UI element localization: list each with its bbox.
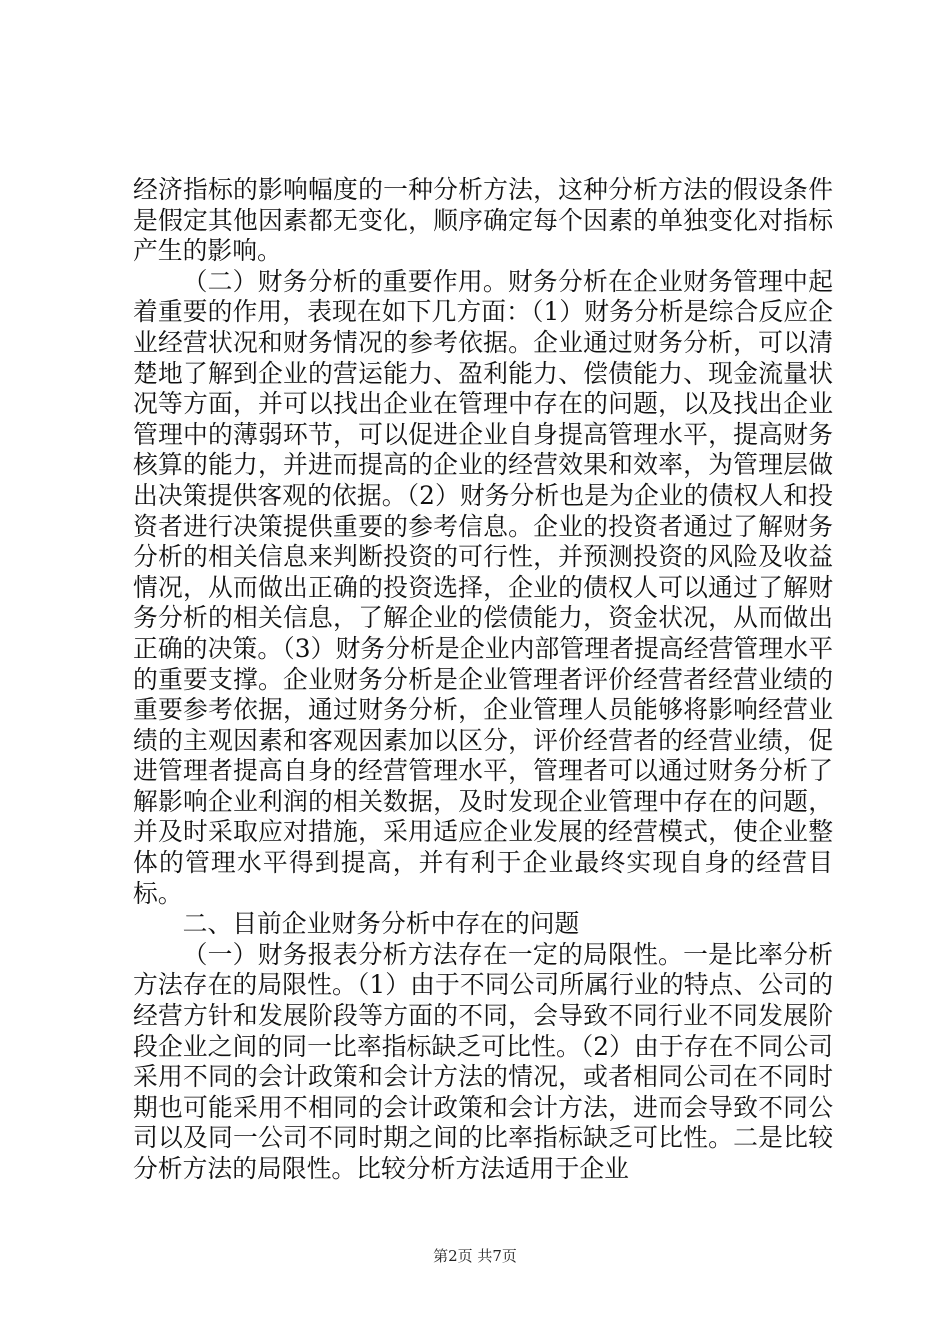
document-body <box>133 175 833 1185</box>
paragraph-limitations: （一）财务报表分析方法存在一定的局限性。一是比率分析方法存在的局限性。（1）由于不同公司所属行业的特点、公司的经营方针和发展阶段等方面的不同，会导致不同行业不同发展阶段企业之间的同一比率指标缺乏可比性。（2）由于存在不同公司采用不同的会计政策和会计方法的情况，或者相同公司在不同时期也可能采用不相同的会计政策和会计方法，进而会导致不同公司以及同一公司不同时期之间的比率指标缺乏可比性。二是比较分析方法的局限性。比较分析方法适用于企业 <box>133 939 833 1183</box>
paragraph-importance: （二）财务分析的重要作用。财务分析在企业财务管理中起着重要的作用，表现在如下几方面：（1）财务分析是综合反应企业经营状况和财务情况的参考依据。企业通过财务分析，可以清楚地了解到企业的营运能力、盈利能力、偿债能力、现金流量状况等方面，并可以找出企业在管理中存在的问题，以及找出企业管理中的薄弱环节，可以促进企业自身提高管理水平，提高财务核算的能力，并进而提高的企业的经营效果和效率，为管理层做出决策提供客观的依据。（2）财务分析也是为企业的债权人和投资者进行决策提供重要的参考信息。企业的投资者通过了解财务分析的相关信息来判断投资的可行性，并预测投资的风险及收益情况，从而做出正确的投资选择，企业的债权人可以通过了解财务分析的相关信息，了解企业的偿债能力，资金状况，从而做出正确的决策。（3）财务分析是企业内部管理者提高经营管理水平的重要支撑。企业财务分析是企业管理者评价经营者经营业绩的重要参考依据，通过财务分析，企业管理人员能够将影响经营业绩的主观因素和客观因素加以区分，评价经营者的经营业绩，促进管理者提高自身的经营管理水平，管理者可以通过财务分析了解影响企业利润的相关数据，及时发现企业管理中存在的问题，并及时采取应对措施，采用适应企业发展的经营模式，使企业整体的管理水平得到提高，并有利于企业最终实现自身的经营目标。 <box>133 266 833 908</box>
section-heading: 二、目前企业财务分析中存在的问题 <box>182 909 580 939</box>
paragraph-continuation: 经济指标的影响幅度的一种分析方法，这种分析方法的假设条件是假定其他因素都无变化，顺序确定每个因素的单独变化对指标产生的影响。 <box>133 175 833 266</box>
page-footer: 第2页 共7页 <box>433 1247 517 1265</box>
